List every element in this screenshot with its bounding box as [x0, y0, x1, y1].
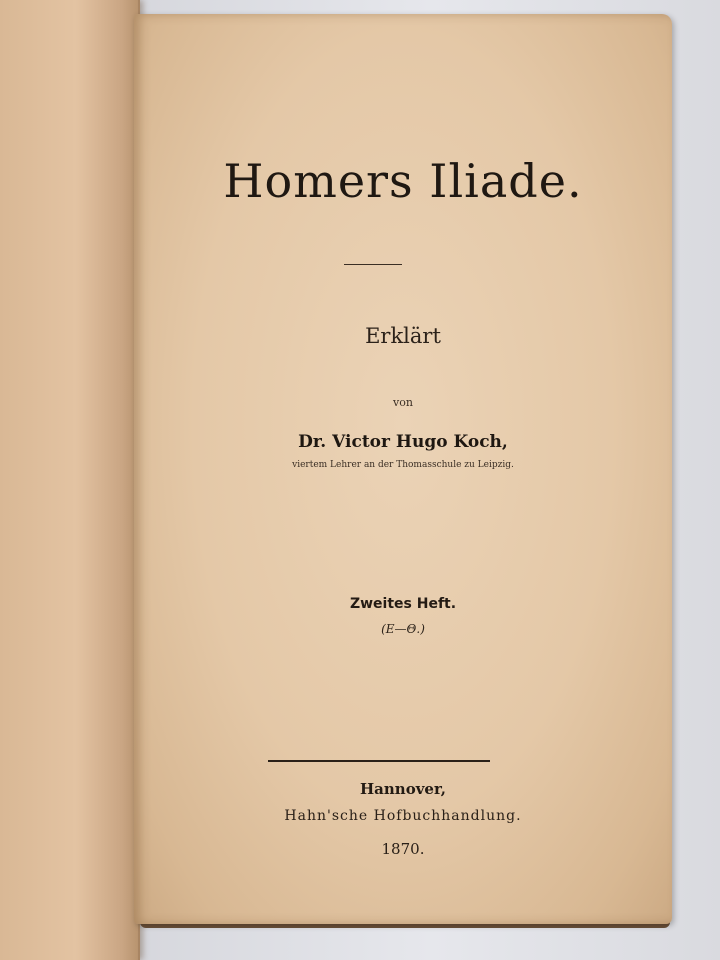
left-page [0, 0, 140, 960]
by-word: von [393, 396, 413, 409]
part-label: Zweites Heft. [349, 596, 457, 612]
publication-place: Hannover, [359, 780, 446, 798]
subtitle: Erklärt [365, 324, 441, 348]
author-name: Dr. Victor Hugo Koch, [298, 432, 508, 452]
short-divider [344, 264, 402, 265]
books-range: (E—Θ.) [381, 622, 425, 636]
book-title: Homers Iliade. [223, 154, 583, 208]
publisher-name: Hahn'sche Hofbuchhandlung. [284, 808, 522, 824]
long-divider [268, 760, 490, 762]
publication-year: 1870. [381, 840, 425, 858]
title-page [134, 14, 672, 924]
author-role: viertem Lehrer an der Thomasschule zu Leipzig. [292, 460, 514, 470]
